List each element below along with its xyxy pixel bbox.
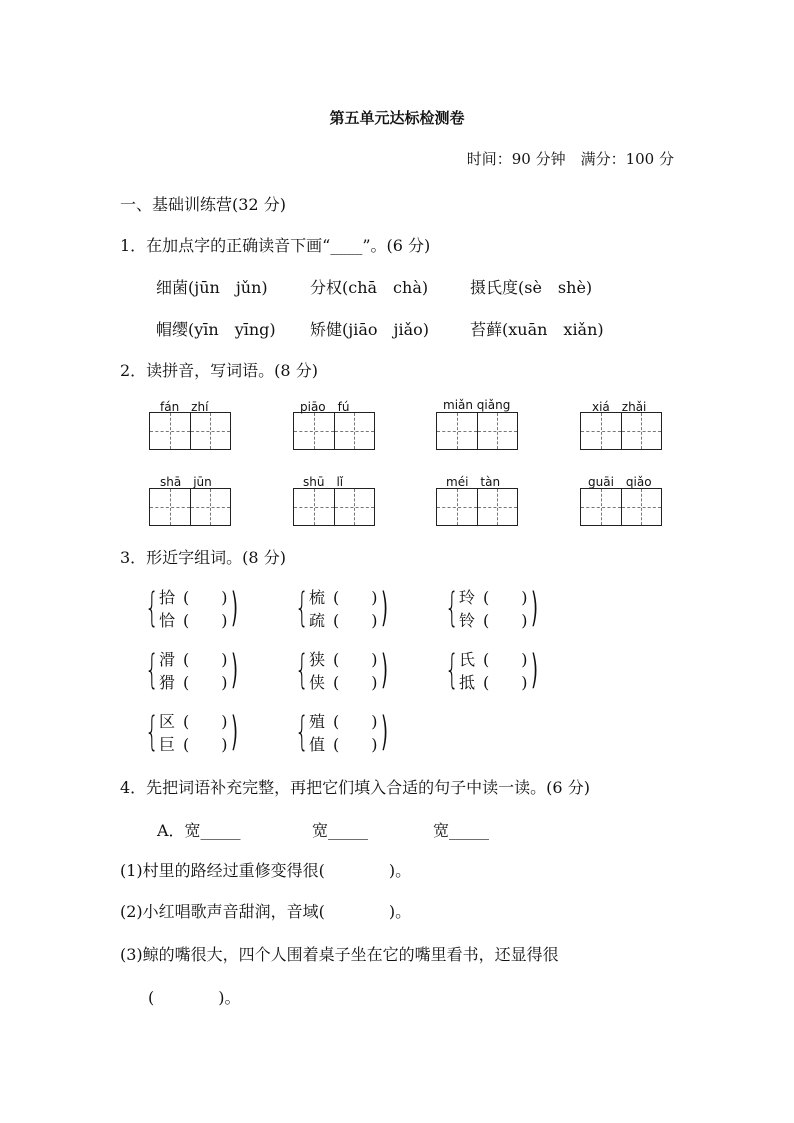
left-brace: { [445,585,459,631]
writing-grid[interactable] [149,412,231,450]
pinyin-label: fán zhí [160,400,209,414]
right-bracket: ) [531,647,539,693]
char-pair-group [147,709,257,755]
q4-sentence: (3)鲸的嘴很大，四个人围着桌子坐在它的嘴里看书，还显得很 [120,945,559,964]
left-brace: { [295,647,309,693]
writing-grid[interactable] [580,412,662,450]
pinyin-label: shū lǐ [303,475,344,489]
answer-paren[interactable]: ( ) [183,712,228,731]
pinyin-label: piāo fú [300,400,350,414]
char: 侠 [309,673,326,692]
char: 狭 [309,650,326,669]
char-pair-group [147,585,257,631]
char-pair-group [447,647,557,693]
left-brace: { [145,647,159,693]
answer-paren[interactable]: ( ) [483,650,528,669]
left-brace: { [295,709,309,755]
char: 巨 [159,735,176,754]
char-pair-group [447,585,557,631]
q1-item: 苔藓(xuān xiǎn) [470,320,604,339]
char: 梳 [309,588,326,607]
q1-item: 分权(chā chà) [310,278,429,297]
answer-paren[interactable]: ( ) [183,611,228,630]
char: 恰 [159,611,176,630]
q4-sentence-cont: ( )。 [148,988,241,1007]
char-pair-group [147,647,257,693]
answer-paren[interactable]: ( ) [483,673,528,692]
answer-paren[interactable]: ( ) [333,650,378,669]
q1-item: 矫健(jiāo jiǎo) [310,320,429,339]
right-bracket: ) [381,709,389,755]
question-4-prompt: 4．先把词语补充完整，再把它们填入合适的句子中读一读。(6 分) [120,778,590,797]
char: 区 [159,712,176,731]
left-brace: { [145,709,159,755]
char: 拾 [159,588,176,607]
right-bracket: ) [381,585,389,631]
answer-paren[interactable]: ( ) [333,712,378,731]
answer-paren[interactable]: ( ) [333,611,378,630]
right-bracket: ) [531,585,539,631]
q1-item: 细菌(jūn jǔn) [156,278,268,297]
writing-grid[interactable] [436,412,518,450]
right-bracket: ) [381,647,389,693]
answer-paren[interactable]: ( ) [183,588,228,607]
char: 疏 [309,611,326,630]
left-brace: { [145,585,159,631]
char: 猾 [159,673,176,692]
q1-item: 帽缨(yīn yīng) [156,320,276,339]
q1-item: 摄氏度(sè shè) [470,278,593,297]
pinyin-label: xiá zhǎi [592,400,647,414]
writing-grid[interactable] [149,488,231,526]
time-info: 时间：90 分钟 满分：100 分 [466,150,674,168]
pinyin-label: guāi qiǎo [588,475,652,489]
q4-sentence: (2)小红唱歌声音甜润，音域( )。 [120,902,412,921]
q4-sentence: (1)村里的路经过重修变得很( )。 [120,861,412,880]
left-brace: { [445,647,459,693]
writing-grid[interactable] [580,488,662,526]
section-heading: 一、基础训练营(32 分) [120,195,286,214]
right-bracket: ) [231,585,239,631]
char-pair-group [297,647,407,693]
pinyin-label: méi tàn [446,475,501,489]
q4-option[interactable]: A．宽_____ [157,821,241,840]
writing-grid[interactable] [293,488,375,526]
pinyin-label: miǎn qiǎng [443,398,511,412]
question-2-prompt: 2．读拼音，写词语。(8 分) [120,361,318,380]
char: 铃 [459,611,476,630]
char: 滑 [159,650,176,669]
page-title: 第五单元达标检测卷 [329,109,465,127]
answer-paren[interactable]: ( ) [183,735,228,754]
answer-paren[interactable]: ( ) [483,588,528,607]
right-bracket: ) [231,709,239,755]
char: 氏 [459,650,476,669]
char: 值 [309,735,326,754]
char-pair-group [297,585,407,631]
q4-option[interactable]: 宽_____ [433,821,490,840]
answer-paren[interactable]: ( ) [333,588,378,607]
question-3-prompt: 3．形近字组词。(8 分) [120,548,286,567]
char: 玲 [459,588,476,607]
answer-paren[interactable]: ( ) [333,673,378,692]
char: 抵 [459,673,476,692]
answer-paren[interactable]: ( ) [333,735,378,754]
q4-option[interactable]: 宽_____ [312,821,369,840]
char: 殖 [309,712,326,731]
answer-paren[interactable]: ( ) [483,611,528,630]
left-brace: { [295,585,309,631]
writing-grid[interactable] [436,488,518,526]
writing-grid[interactable] [293,412,375,450]
question-1-prompt: 1．在加点字的正确读音下画“____”。(6 分) [120,236,431,255]
right-bracket: ) [231,647,239,693]
pinyin-label: shā jūn [160,475,212,489]
char-pair-group [297,709,407,755]
answer-paren[interactable]: ( ) [183,650,228,669]
answer-paren[interactable]: ( ) [183,673,228,692]
